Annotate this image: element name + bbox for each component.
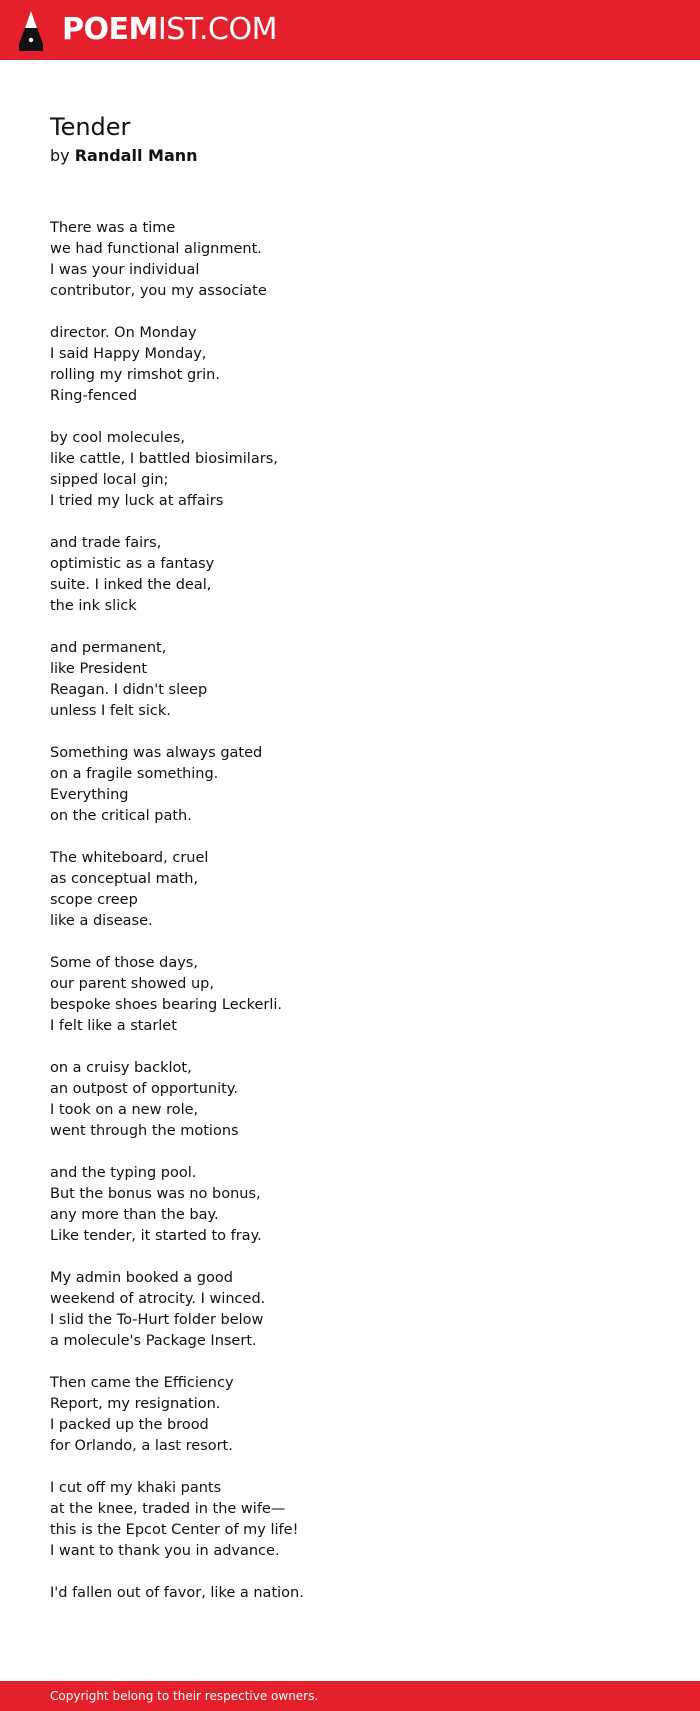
poem-line: this is the Epcot Center of my life!	[50, 1522, 299, 1538]
poem-line: contributor, you my associate	[50, 283, 267, 299]
poem-line: for Orlando, a last resort.	[50, 1438, 233, 1454]
poem-line: I slid the To-Hurt folder below	[50, 1312, 264, 1328]
stanza	[50, 953, 650, 1037]
poem-line: and the typing pool.	[50, 1165, 197, 1181]
poem-line: weekend of atrocity. I winced.	[50, 1291, 266, 1307]
poem-line: our parent showed up,	[50, 976, 214, 992]
site-logo[interactable]	[62, 12, 277, 48]
poem-line: bespoke shoes bearing Leckerli.	[50, 997, 283, 1013]
poem-line: any more than the bay.	[50, 1207, 219, 1223]
poem-title: Tender	[50, 113, 131, 141]
poem-line: I took on a new role,	[50, 1102, 199, 1118]
poem-line: The whiteboard, cruel	[50, 850, 209, 866]
poem-line: on the critical path.	[50, 808, 192, 824]
stanza	[50, 848, 650, 932]
author-name: Randall Mann	[74, 146, 198, 165]
poem-line: and permanent,	[50, 640, 167, 656]
poem-line: I felt like a starlet	[50, 1018, 177, 1034]
poem-line: I'd fallen out of favor, like a nation.	[50, 1585, 304, 1601]
poem-line: There was a time	[50, 220, 176, 236]
poem-line: at the knee, traded in the wife—	[50, 1501, 286, 1517]
by-label: by	[50, 146, 70, 165]
poem-line: I tried my luck at affairs	[50, 493, 224, 509]
poem-line: Like tender, it started to fray.	[50, 1228, 262, 1244]
stanza	[50, 1163, 650, 1247]
poem-line: I said Happy Monday,	[50, 346, 207, 362]
poem-line: on a fragile something.	[50, 766, 219, 782]
stanza	[50, 1583, 650, 1604]
poem-line: like President	[50, 661, 148, 677]
poem-line: But the bonus was no bonus,	[50, 1186, 261, 1202]
stanza	[50, 323, 650, 407]
copyright-text: Copyright belong to their respective owners.	[50, 1689, 319, 1703]
poem-line: Ring-fenced	[50, 388, 138, 404]
logo-text-bold: POEM	[62, 12, 158, 47]
poem-line: a molecule's Package Insert.	[50, 1333, 257, 1349]
poem-line: and trade fairs,	[50, 535, 162, 551]
poem-line: went through the motions	[50, 1123, 239, 1139]
poem-line: we had functional alignment.	[50, 241, 262, 257]
byline	[50, 145, 650, 167]
stanza	[50, 1058, 650, 1142]
poem-line: unless I felt sick.	[50, 703, 171, 719]
poem-line: Some of those days,	[50, 955, 198, 971]
poem-line: Then came the Efficiency	[50, 1375, 234, 1391]
poem-line: Everything	[50, 787, 129, 803]
poem-line: like cattle, I battled biosimilars,	[50, 451, 278, 467]
poem-line: suite. I inked the deal,	[50, 577, 212, 593]
stanza	[50, 1478, 650, 1562]
poem-line: director. On Monday	[50, 325, 197, 341]
poem-line: I want to thank you in advance.	[50, 1543, 280, 1559]
poem-line: by cool molecules,	[50, 430, 185, 446]
poem-line: My admin booked a good	[50, 1270, 233, 1286]
poem-line: like a disease.	[50, 913, 153, 929]
poem-line: I packed up the brood	[50, 1417, 209, 1433]
poem-line: rolling my rimshot grin.	[50, 367, 220, 383]
poem-line: Something was always gated	[50, 745, 263, 761]
poem-line: scope creep	[50, 892, 138, 908]
poem-line: sipped local gin;	[50, 472, 169, 488]
poem-header	[50, 112, 650, 167]
poem-line: Report, my resignation.	[50, 1396, 221, 1412]
stanza	[50, 218, 650, 302]
poem-line: optimistic as a fantasy	[50, 556, 215, 572]
logo-text-light: IST.COM	[157, 12, 277, 47]
poem-body	[50, 218, 650, 1625]
site-header	[0, 0, 700, 60]
poem-line: I was your individual	[50, 262, 200, 278]
stanza	[50, 533, 650, 617]
poem-line: I cut off my khaki pants	[50, 1480, 222, 1496]
poem-line: as conceptual math,	[50, 871, 199, 887]
poem-line: on a cruisy backlot,	[50, 1060, 192, 1076]
pen-nib-icon[interactable]	[17, 10, 45, 52]
stanza	[50, 428, 650, 512]
stanza	[50, 1373, 650, 1457]
poem-line: the ink slick	[50, 598, 137, 614]
stanza	[50, 743, 650, 827]
stanza	[50, 1268, 650, 1352]
stanza	[50, 638, 650, 722]
poem-line: an outpost of opportunity.	[50, 1081, 238, 1097]
site-footer	[0, 1681, 700, 1711]
poem-line: Reagan. I didn't sleep	[50, 682, 208, 698]
